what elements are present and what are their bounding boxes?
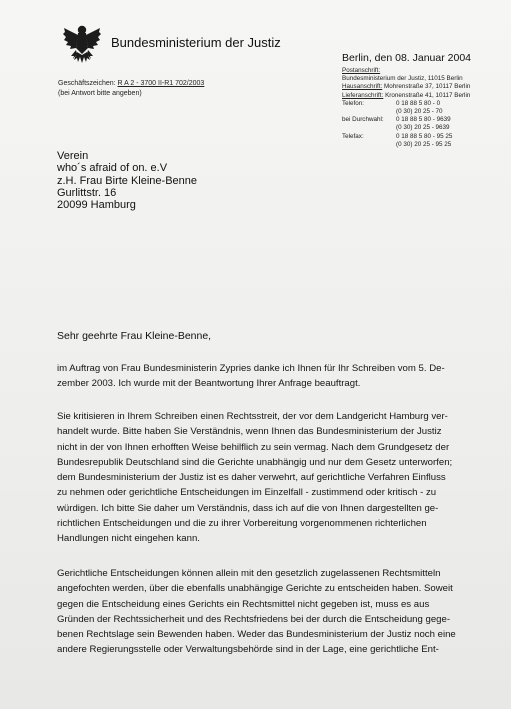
fax-row-2: [342, 141, 507, 149]
paragraph-line: Bundesrepublik Deutschland sind die Gerichte unabhängig und nur dem Gesetz unterworfen;: [57, 456, 453, 468]
recipient-address: [57, 150, 197, 211]
recipient-line: Verein: [57, 150, 89, 162]
delivery-address-row: [342, 92, 507, 100]
delivery-label: Lieferanschrift:: [342, 91, 384, 99]
paragraph-line: nicht in der von Ihnen erhofften Weise behilflich zu sein vermag. Nach dem Grundgesetz der: [57, 441, 450, 453]
salutation: Sehr geehrte Frau Kleine-Benne,: [57, 330, 212, 342]
recipient-line: z.H. Frau Birte Kleine-Benne: [57, 174, 198, 187]
reference-number: R A 2 - 3700 II-R1 702/2003: [117, 80, 205, 87]
paragraph-line: gegen die Entscheidung eines Gerichts ein Rechtsmittel nicht gegeben ist, muss es aus: [57, 598, 430, 610]
paragraph-line: Gründen der Rechtssicherheit und des Rechtsfriedens bei der durch die Entscheidung gege-: [57, 613, 451, 625]
direct-number-2: (0 30) 20 25 - 9639: [396, 124, 450, 132]
phone-number-2: (0 30) 20 25 - 70: [396, 108, 443, 116]
postal-address: Bundesministerium der Justiz, 11015 Berlin: [342, 75, 463, 83]
contact-block: [342, 67, 507, 149]
phone-number-1: 0 18 88 5 80 - 0: [396, 99, 441, 107]
federal-eagle-icon: [62, 22, 102, 66]
paragraph-line: im Auftrag von Frau Bundesministerin Zypries danke ich Ihnen für Ihr Schreiben vom 5. De-: [57, 363, 445, 374]
paragraph-2: [57, 409, 467, 547]
phone-row: [342, 100, 507, 108]
paragraph-1: [57, 361, 467, 392]
paragraph-line: zember 2003. Ich wurde mit der Beantwortung Ihrer Anfrage beauftragt.: [57, 378, 361, 390]
fax-label: Telefax:: [342, 132, 364, 140]
reply-note: (bei Antwort bitte angeben): [58, 90, 142, 97]
recipient-line: 20099 Hamburg: [57, 199, 136, 212]
reference-block: [58, 79, 204, 99]
direct-row-2: [342, 124, 507, 132]
place-date: Berlin, den 08. Januar 2004: [342, 52, 472, 64]
paragraph-line: andere Regierungsstelle oder Verwaltungsbehörde sind in der Lage, eine gerichtliche Ent-: [57, 644, 439, 656]
paragraph-line: handelt wurde. Bitte haben Sie Verständnis, wenn Ihnen das Bundesministerium der Justiz: [57, 426, 442, 438]
paragraph-line: würdigen. Ich bitte Sie daher um Verständnis, dass ich auf die von Ihnen dargestellten ge-: [57, 502, 439, 514]
fax-row: [342, 133, 507, 141]
paragraph-line: richtlichen Entscheidungen und die zu ihrer Vorbereitung vorgenommenen richterlichen: [57, 518, 427, 530]
paragraph-line: dem Bundesministerium der Justiz ist es daher verwehrt, auf gerichtliche Verfahren Einfluss: [57, 472, 446, 484]
paragraph-line: Sie kritisieren in Ihrem Schreiben einen Rechtsstreit, der vor dem Landgericht Hamburg ver-: [57, 411, 448, 422]
paragraph-line: zu nehmen oder gerichtliche Entscheidungen im Einzelfall - zustimmend oder kritisch - zu: [57, 487, 437, 499]
paragraph-line: benen Rechtslage sein Bewenden haben. Weder das Bundesministerium der Justiz noch eine: [57, 629, 456, 641]
recipient-line: Gurlittstr. 16: [57, 186, 117, 199]
fax-number-1: 0 18 88 5 80 - 95 25: [396, 132, 453, 140]
house-address: Mohrenstraße 37, 10117 Berlin: [384, 83, 471, 91]
house-address-row: [342, 83, 507, 91]
paragraph-3: [57, 566, 467, 658]
direct-row: [342, 116, 507, 124]
house-label: Hausanschrift:: [342, 83, 383, 91]
paragraph-line: Gerichtliche Entscheidungen können allein mit den gesetzlich zugelassenen Rechtsmitteln: [57, 568, 441, 579]
direct-number-1: 0 18 88 5 80 - 9639: [396, 116, 451, 124]
reference-line: [58, 79, 204, 89]
postal-label: Postanschrift:: [342, 67, 381, 74]
direct-label: bei Durchwahl:: [342, 116, 384, 124]
phone-label: Telefon:: [342, 99, 365, 107]
delivery-address: Kronenstraße 41, 10117 Berlin: [385, 91, 471, 99]
ministry-name: Bundesministerium der Justiz: [111, 35, 281, 50]
reference-label: Geschäftszeichen:: [58, 80, 116, 87]
paragraph-line: Handlungen nicht eingehen kann.: [57, 533, 200, 545]
fax-number-2: (0 30) 20 25 - 95 25: [396, 140, 452, 148]
phone-row-2: [342, 108, 507, 116]
paragraph-line: angefochten werden, über die ebenfalls unabhängige Gerichte zu entscheiden haben. Soweit: [57, 583, 453, 595]
recipient-line: who´s afraid of on. e.V: [57, 162, 168, 175]
